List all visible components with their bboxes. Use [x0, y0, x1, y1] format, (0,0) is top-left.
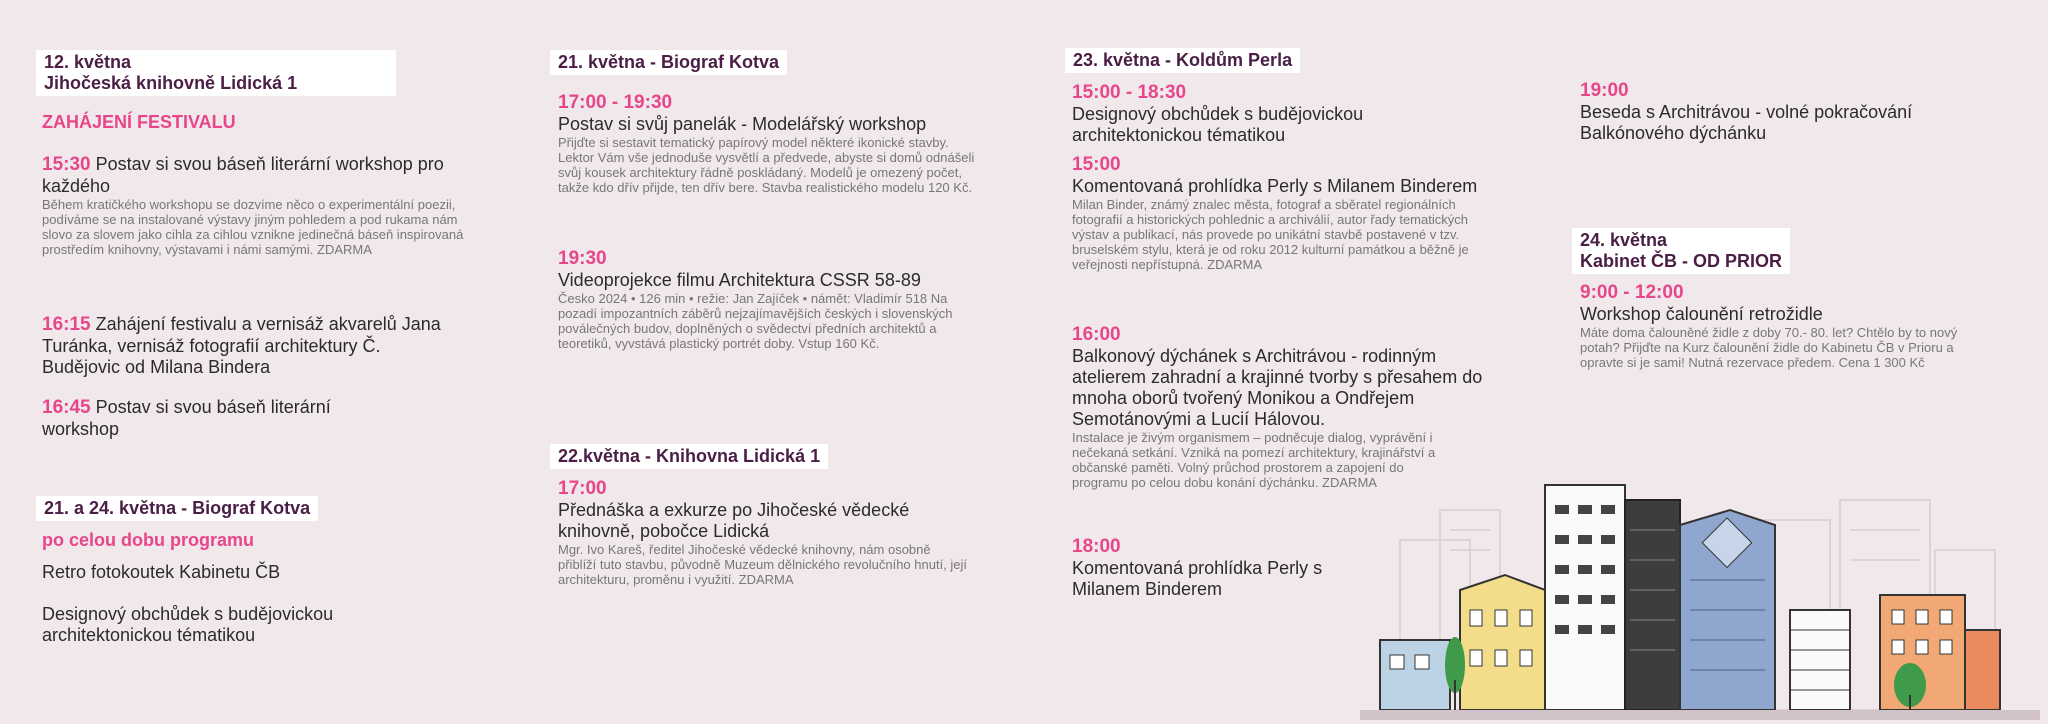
event-title: Komentovaná prohlídka Perly s Milanem Binderem [1072, 558, 1323, 599]
ground [1360, 710, 2040, 720]
event-1645 [42, 397, 342, 440]
event-time: 15:00 - 18:30 [1072, 82, 1187, 103]
building-yellow [1460, 575, 1545, 710]
date-header-line2: Jihočeská knihovně Lidická 1 [44, 73, 298, 93]
event-time: 15:00 [1072, 154, 1121, 175]
date-header-text: 22.května - Knihovna Lidická 1 [558, 446, 821, 466]
date-header-22-may [550, 444, 828, 469]
event-time: 17:00 [558, 478, 607, 499]
event-1900 [1580, 80, 2000, 144]
event-0900-1200 [1580, 282, 2000, 370]
city-illustration [1360, 450, 2040, 720]
event-title: Postav si svou báseň literární workshop pro každého [42, 154, 444, 196]
festival-opening-label: ZAHÁJENÍ FESTIVALU [42, 112, 236, 132]
event-1800 [1072, 536, 1372, 600]
event-1500-tour [1072, 154, 1502, 272]
event-desc: Milan Binder, známý znalec města, fotograf a sběratel regionálních fotografií a historických pohlednic a archiválií, autor řady tematických výstav a publikací, nás provede po unikátní stavbě postavené v tzv. bruselském stylu, která je od roku 2012 kulturní památkou a běžně je veřejnosti nepřístupná. ZDARMA [1072, 197, 1469, 272]
event-1500-1830 [1072, 82, 1472, 146]
event-title: Beseda s Architrávou - volné pokračování Balkónového dýchánku [1580, 102, 1913, 143]
event-title: Postav si svou báseň literární workshop [42, 397, 331, 439]
event-1615 [42, 314, 462, 378]
date-header-text: 23. května - Koldům Perla [1073, 50, 1293, 70]
event-title: Balkonový dýchánek s Architrávou - rodinným atelierem zahradní a krajinné tvorby s přesahem do mnoha oborů tvořený Monikou a Ondřejem Semotánovými a Lucií Hálovou. [1072, 346, 1483, 429]
building-dark-tower [1625, 500, 1680, 710]
building-striped [1790, 610, 1850, 710]
event-time: 17:00 - 19:30 [558, 92, 673, 113]
design-shop-item: Designový obchůdek s budějovickou architektonickou tématikou [42, 604, 334, 645]
date-header-21-may [550, 50, 787, 75]
event-time: 18:00 [1072, 536, 1121, 557]
event-desc: Mgr. Ivo Kareš, ředitel Jihočeské vědecké knihovny, nám osobně přiblíží tuto stavbu, původně Muzeum dělnického revolučního hnutí, její architekturu, proměnu i využití. ZDARMA [558, 542, 968, 587]
event-time: 16:15 [42, 314, 91, 335]
event-1530 [42, 154, 472, 257]
event-desc: Instalace je živým organismem – podněcuje dialog, vyprávění i nečekaná setkání. Vzniká na pomezí architektury, krajinářství a občanské paměti. Volný průchod prostorem a zapojení do programu po celou dobu konání dýchánku. ZDARMA [1072, 430, 1436, 490]
event-time: 19:00 [1580, 80, 1629, 101]
event-time: 9:00 - 12:00 [1580, 282, 1684, 303]
date-header-line1: 12. května [44, 52, 132, 72]
event-desc: Během kratičkého workshopu se dozvíme něco o experimentální poezii, podíváme se na instalované výstavy jiným pohledem a pod rukama nám slovo za slovem jako cihla za cihlou vznikne jedinečná báseň inspirovaná prostředím knihovny, výstavami i námi samými. ZDARMA [42, 197, 464, 257]
date-header-line2: Kabinet ČB - OD PRIOR [1580, 251, 1783, 271]
date-header-21-24-may [36, 496, 318, 521]
event-1930 [558, 248, 988, 351]
date-header-24-may [1572, 228, 1790, 274]
date-header-23-may [1065, 48, 1300, 73]
date-header-line1: 24. května [1580, 230, 1668, 250]
building-blue-small [1380, 640, 1450, 710]
event-title: Designový obchůdek s budějovickou architektonickou tématikou [1072, 104, 1364, 145]
event-title: Zahájení festivalu a vernisáž akvarelů Jana Turánka, vernisáž fotografií architektury Č. Budějovic od Milana Bindera [42, 314, 441, 377]
event-title: Postav si svůj panelák - Modelářský workshop [558, 114, 927, 134]
date-header-12-may [36, 50, 396, 96]
event-title: Přednáška a exkurze po Jihočeské vědecké knihovně, pobočce Lidická [558, 500, 910, 541]
event-title: Komentovaná prohlídka Perly s Milanem Binderem [1072, 176, 1478, 196]
whole-program-label: po celou dobu programu [42, 530, 254, 550]
event-time: 16:00 [1072, 324, 1121, 345]
event-title: Videoprojekce filmu Architektura CSSR 58-89 [558, 270, 921, 290]
event-1700-lecture [558, 478, 988, 587]
event-time: 19:30 [558, 248, 607, 269]
event-desc: Přijďte si sestavit tematický papírový model některé ikonické stavby. Lektor Vám vše jednoduše vysvětlí a předvede, abyste si domů odnášeli svůj kousek architektury řádně poskládaný. Modelů je omezený počet, takže kdo dřív přijde, ten dřív bere. Stavba realistického modelu 120 Kč. [558, 135, 975, 195]
date-header-text: 21. května - Biograf Kotva [558, 52, 780, 72]
event-time: 16:45 [42, 397, 91, 418]
photo-corner-item: Retro fotokoutek Kabinetu ČB [42, 562, 281, 582]
event-time: 15:30 [42, 154, 91, 175]
date-header-text: 21. a 24. května - Biograf Kotva [44, 498, 311, 518]
event-title: Workshop čalounění retrožidle [1580, 304, 1823, 324]
event-1700-1930 [558, 92, 988, 195]
event-desc: Česko 2024 • 126 min • režie: Jan Zajíček • námět: Vladimír 518 Na pozadí impozantních záběrů nejzajímavějších českých i slovenských poválečných budov, doplněných o svědectví předních architektů a teoretiků, vyvstává plastický portrét doby. Vstup 160 Kč. [558, 291, 953, 351]
building-white-tower [1545, 485, 1625, 710]
event-desc: Máte doma čalouněné židle z doby 70.- 80. let? Chtělo by to nový potah? Přijďte na Kurz čalounění židle do Kabinetu ČB v Prioru a opravte si je sami! Nutná rezervace předem. Cena 1 300 Kč [1580, 325, 1958, 370]
building-blue-tower [1680, 510, 1775, 710]
